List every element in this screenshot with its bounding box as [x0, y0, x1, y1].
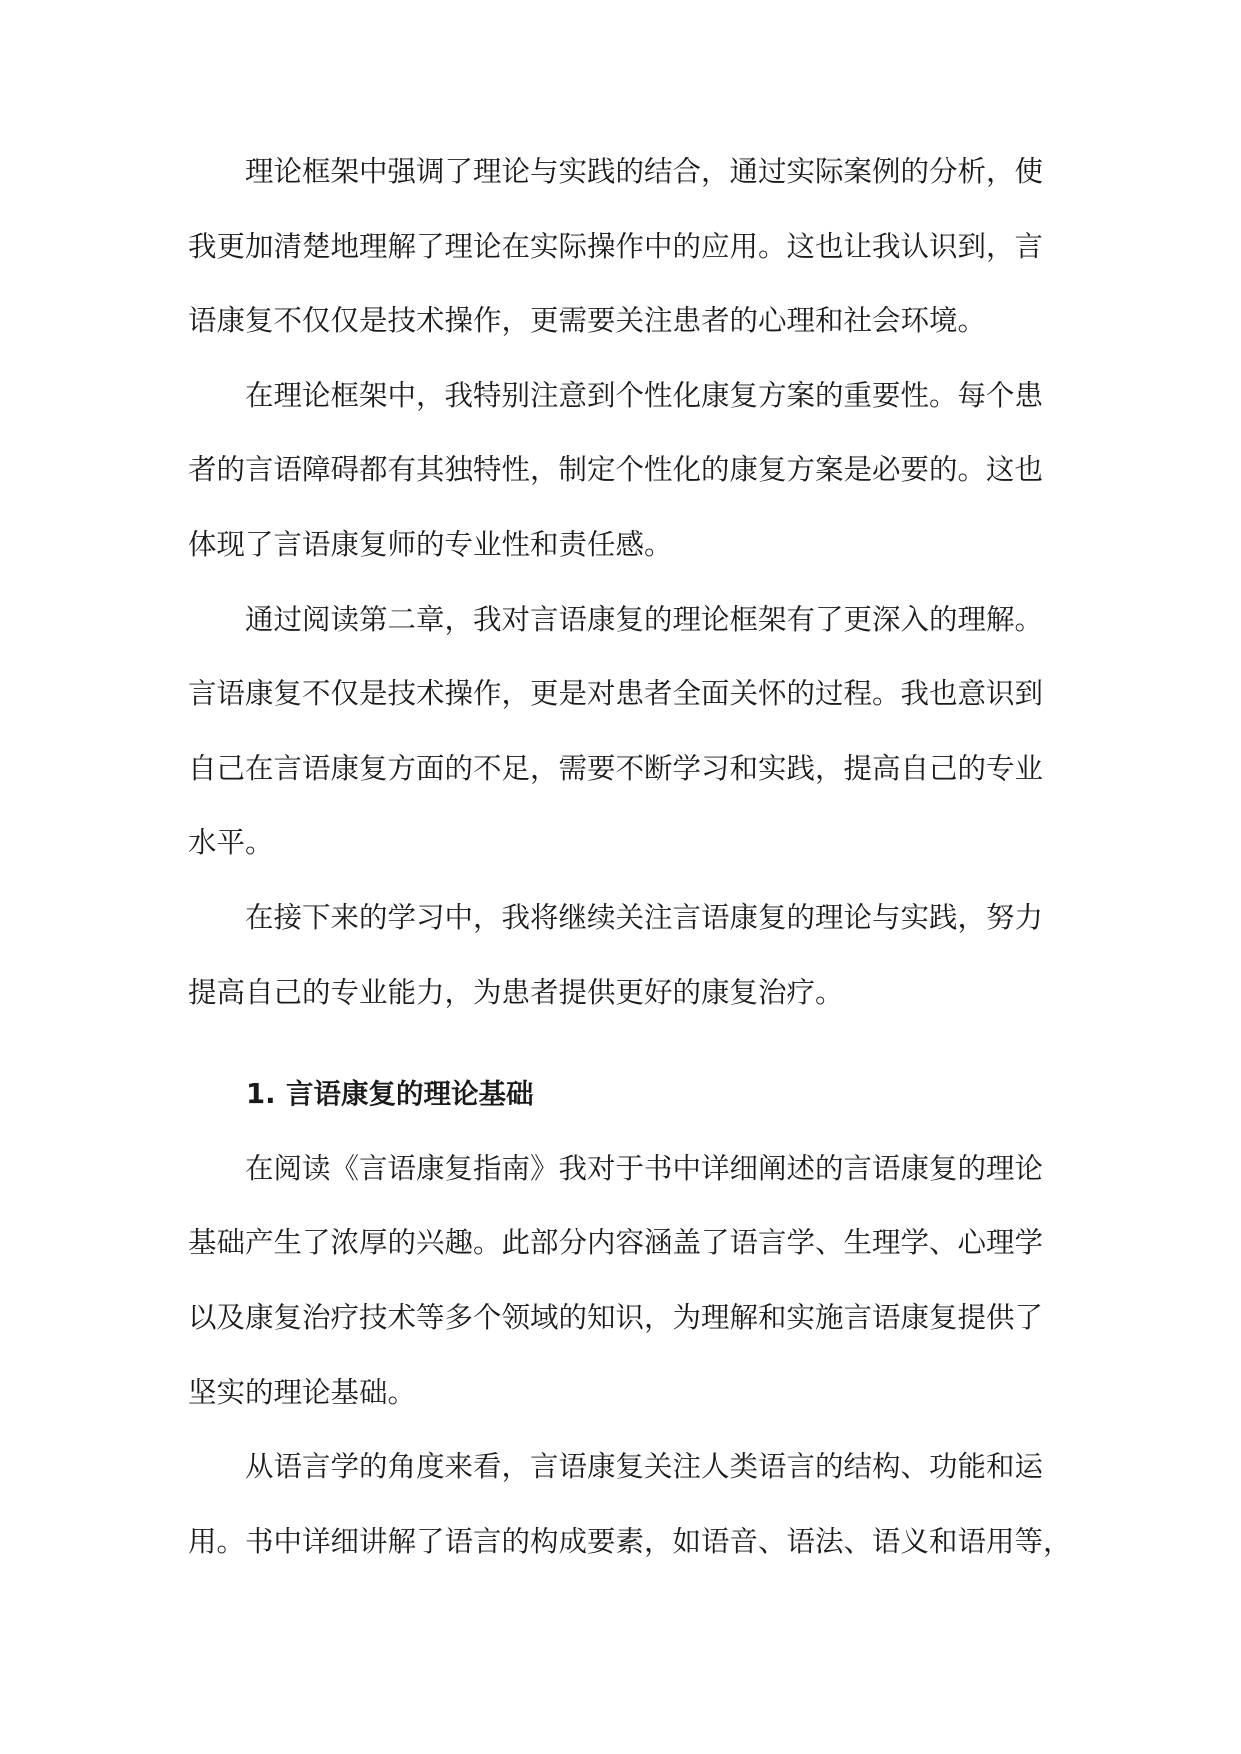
- text-line: 以及康复治疗技术等多个领域的知识，为理解和实施言语康复提供了: [188, 1300, 1044, 1334]
- text-line: 坚实的理论基础。: [188, 1375, 417, 1409]
- section-heading: [188, 1057, 1068, 1132]
- text-line: 水平。: [188, 826, 274, 860]
- text-line: 者的言语障碍都有其独特性，制定个性化的康复方案是必要的。这也: [188, 453, 1044, 487]
- text-line: 通过阅读第二章，我对言语康复的理论框架有了更深入的理解。: [245, 602, 1044, 636]
- paragraph-personalized-plan: [188, 359, 1068, 583]
- paragraph-chapter-two: [188, 583, 1068, 881]
- text-line: 用。书中详细讲解了语言的构成要素，如语音、语法、语义和语用等，: [188, 1524, 1072, 1558]
- text-line: 自己在言语康复方面的不足，需要不断学习和实践，提高自己的专业: [188, 751, 1044, 785]
- document-body: [188, 135, 1072, 1579]
- text-line: 基础产生了浓厚的兴趣。此部分内容涵盖了语言学、生理学、心理学: [188, 1226, 1044, 1260]
- section-number: 1.: [246, 1078, 276, 1111]
- text-line: 体现了言语康复师的专业性和责任感。: [188, 527, 673, 561]
- section-spacer: [188, 1030, 1068, 1057]
- paragraph-linguistics: [188, 1430, 1072, 1579]
- paragraph-guide-intro: [188, 1132, 1068, 1430]
- text-line: 提高自己的专业能力，为患者提供更好的康复治疗。: [188, 975, 844, 1009]
- text-line: 在理论框架中，我特别注意到个性化康复方案的重要性。每个患: [245, 378, 1044, 412]
- text-line: 语康复不仅仅是技术操作，更需要关注患者的心理和社会环境。: [188, 304, 987, 338]
- text-line: 言语康复不仅是技术操作，更是对患者全面关怀的过程。我也意识到: [188, 677, 1044, 711]
- text-line: 在接下来的学习中，我将继续关注言语康复的理论与实践，努力: [245, 900, 1044, 934]
- text-line: 理论框架中强调了理论与实践的结合，通过实际案例的分析，使: [245, 155, 1044, 188]
- paragraph-next-steps: [188, 881, 1068, 1030]
- section-title: 言语康复的理论基础: [286, 1078, 534, 1111]
- text-line: 我更加清楚地理解了理论在实际操作中的应用。这也让我认识到，言: [188, 229, 1044, 263]
- text-line: 从语言学的角度来看，言语康复关注人类语言的结构、功能和运: [245, 1450, 1044, 1484]
- paragraph-theory-practice: [188, 135, 1068, 359]
- text-line: 在阅读《言语康复指南》我对于书中详细阐述的言语康复的理论: [245, 1151, 1044, 1185]
